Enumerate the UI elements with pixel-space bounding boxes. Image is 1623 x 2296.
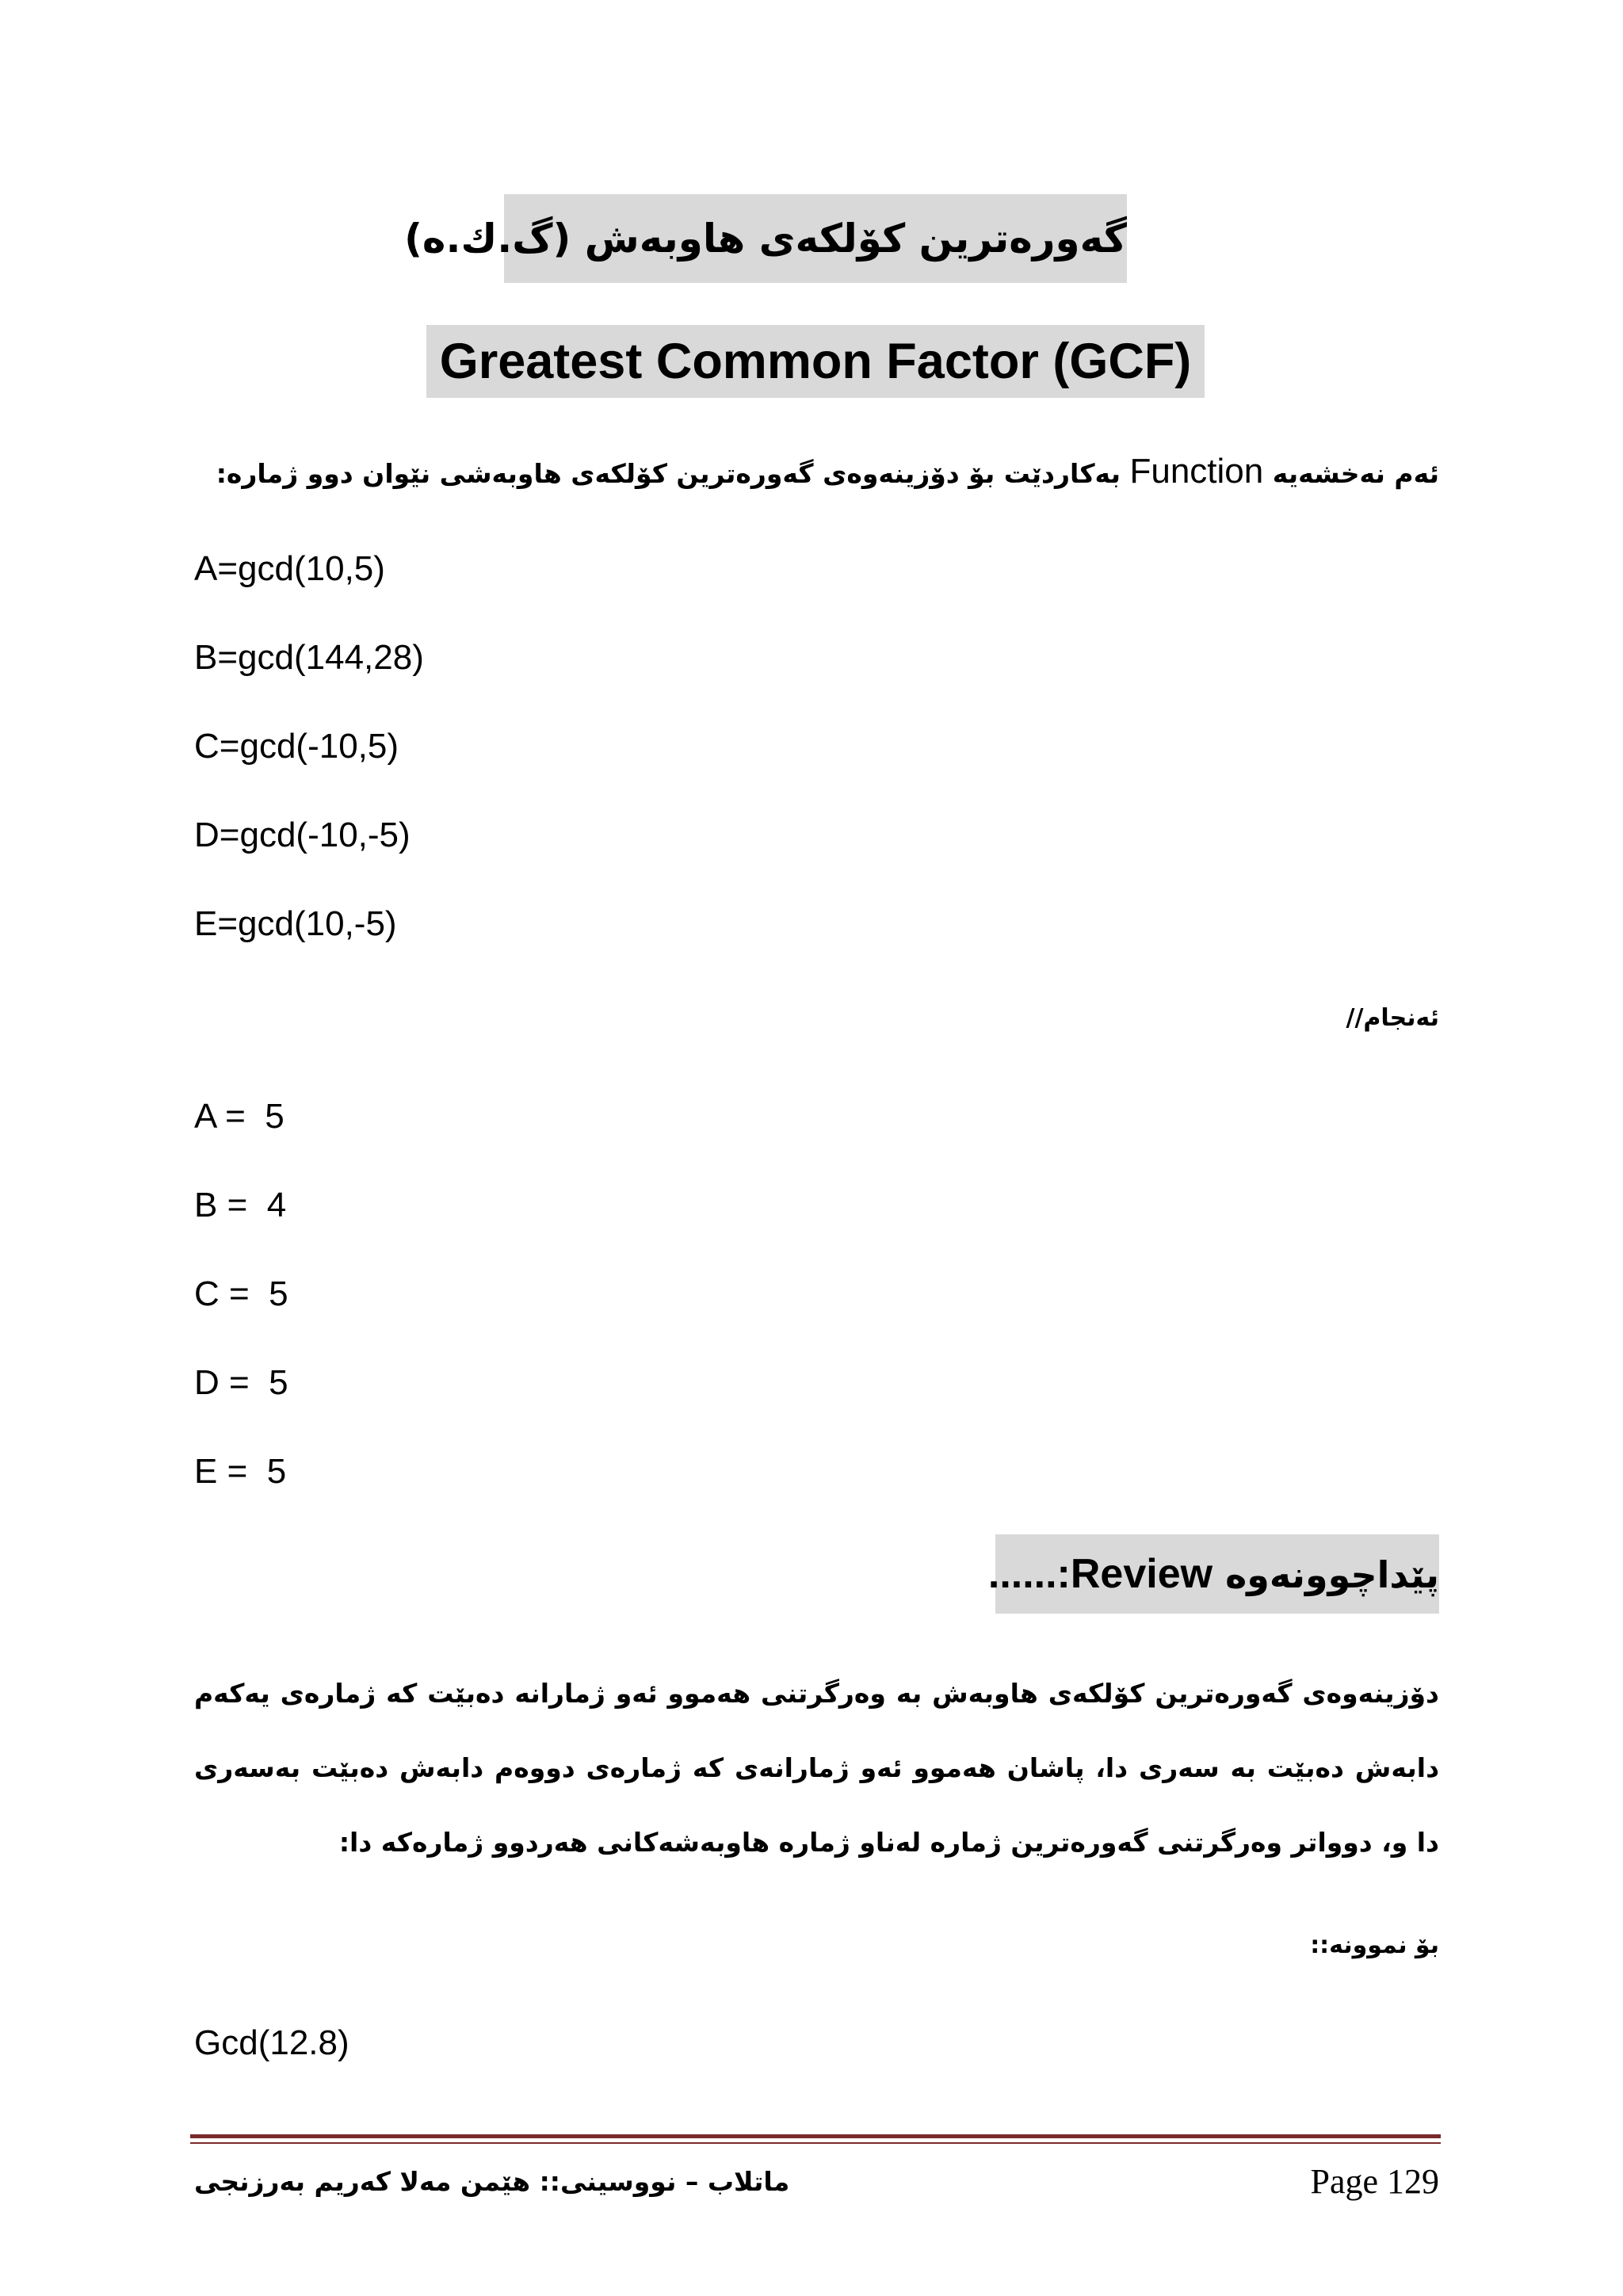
example-label: بۆ نموونە::: [1310, 1931, 1439, 1959]
code-line-e: E=gcd(10,-5): [194, 904, 397, 943]
title-kurdish: گەورەترین کۆلکەی هاوبەش (گ.ك.ه): [504, 194, 1127, 283]
example-code: Gcd(12.8): [194, 2023, 349, 2062]
code-line-d: D=gcd(-10,-5): [194, 816, 411, 854]
review-suffix: :......: [987, 1551, 1071, 1597]
result-e: E = 5: [194, 1452, 287, 1491]
result-a: A = 5: [194, 1097, 285, 1136]
code-line-b: B=gcd(144,28): [194, 638, 424, 677]
review-kurdish: پێداچوونەوە: [1225, 1553, 1439, 1596]
footer-rule-thin: [190, 2142, 1441, 2144]
review-heading: [987, 1534, 1439, 1614]
result-d: D = 5: [194, 1363, 288, 1402]
result-c: C = 5: [194, 1274, 288, 1313]
result-b: B = 4: [194, 1186, 287, 1224]
intro-after: بەکاردێت بۆ دۆزینەوەی گەورەترین کۆلکەی هاوبەشی نێوان دوو ژمارە:: [216, 458, 1121, 489]
code-line-a: A=gcd(10,5): [194, 549, 385, 588]
intro-function-word: Function: [1129, 452, 1264, 491]
intro-text: [216, 448, 1439, 498]
code-line-c: C=gcd(-10,5): [194, 727, 399, 766]
page-number: Page 129: [1310, 2162, 1439, 2201]
intro-before: ئەم نەخشەیە: [1272, 458, 1439, 489]
result-label: ئەنجام//: [1346, 1004, 1439, 1032]
review-english: Review: [1070, 1551, 1213, 1597]
title-english: Greatest Common Factor (GCF): [426, 325, 1205, 398]
review-paragraph: دۆزینەوەی گەورەترین کۆلکەی هاوبەش بە وەرگرتنی هەموو ئەو ژمارانە دەبێت کە ژمارەی یەکەم دابەش دەبێت بە سەری دا، پاشان هەموو ئەو ژمارانەی کە ژمارەی دووەم دابەش دەبێت بەسەری دا و، دوواتر وەرگرتنی گەورەترین ژمارە لەناو ژمارە هاوبەشەکانی هەردوو ژمارەکە دا:: [194, 1678, 1439, 1858]
footer-author: ماتلاب – نووسینی:: هێمن مەلا کەریم بەرزنجی: [194, 2166, 790, 2197]
footer-rule-thick: [190, 2134, 1441, 2138]
